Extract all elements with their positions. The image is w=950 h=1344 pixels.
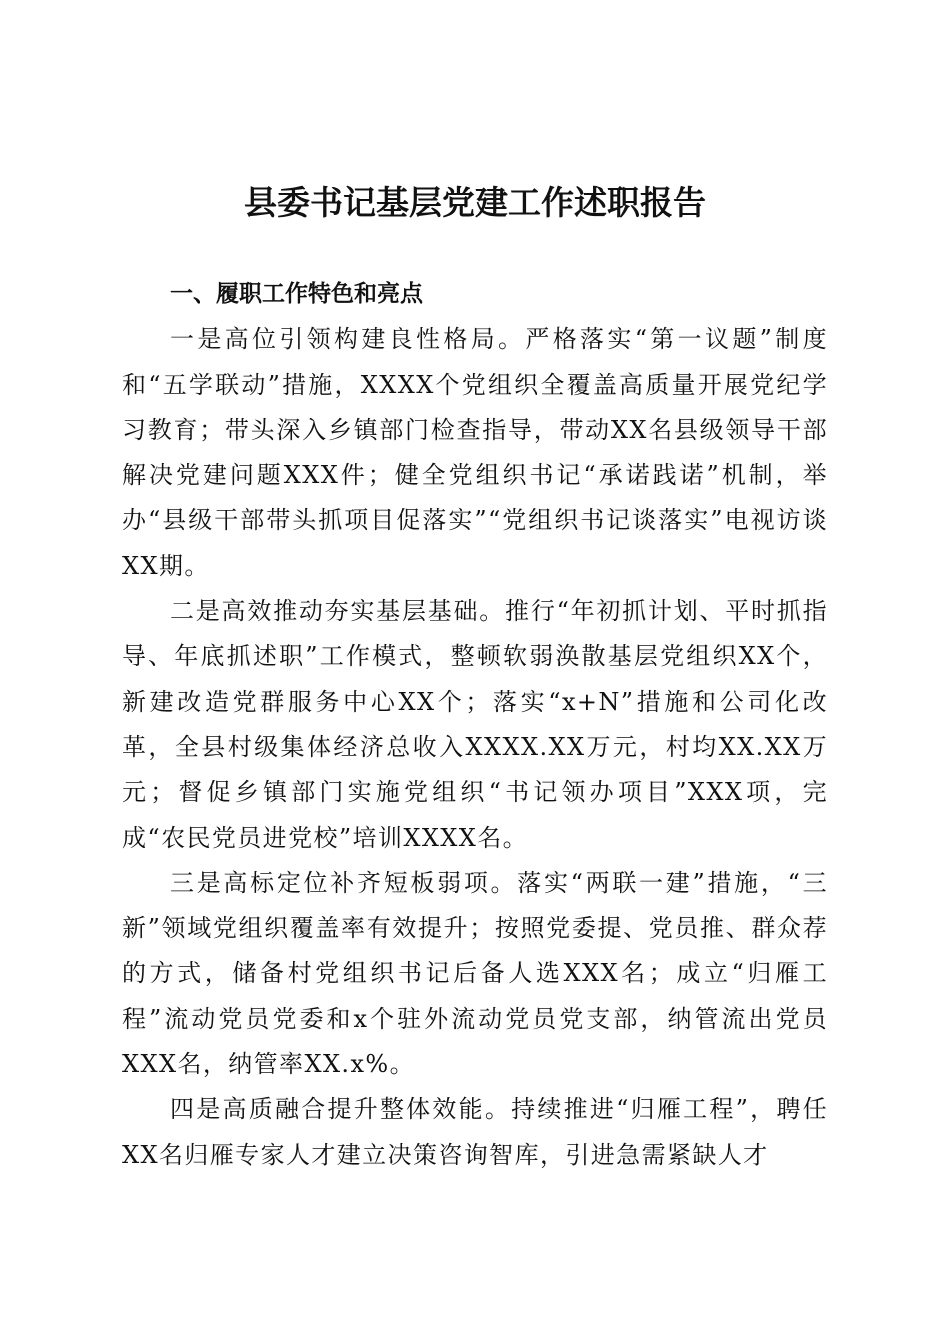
paragraph-1: 一是高位引领构建良性格局。严格落实“第一议题”制度和“五学联动”措施，XXXX个党组织全覆盖高质量开展党纪学习教育；带头深入乡镇部门检查指导，带动XX名县级领导干部解决党建问题XXX件；健全党组织书记“承诺践诺”机制，举办“县级干部带头抓项目促落实”“党组织书记谈落实”电视访谈XX期。 <box>122 325 828 580</box>
document-title: 县委书记基层党建工作述职报告 <box>244 183 706 222</box>
section-heading: 一、履职工作特色和亮点 <box>170 281 423 307</box>
paragraph-2: 二是高效推动夯实基层基础。推行“年初抓计划、平时抓指导、年底抓述职”工作模式，整顿软弱涣散基层党组织XX个，新建改造党群服务中心XX个；落实“x+N”措施和公司化改革，全县村级集体经济总收入XXXX.XX万元，村均XX.XX万元；督促乡镇部门实施党组织“书记领办项目”XXX项，完成“农民党员进党校”培训XXXX名。 <box>122 597 828 852</box>
paragraph-3: 三是高标定位补齐短板弱项。落实“两联一建”措施，“三新”领域党组织覆盖率有效提升；按照党委提、党员推、群众荐的方式，储备村党组织书记后备人选XXX名；成立“归雁工程”流动党员党委和x个驻外流动党员党支部，纳管流出党员XXX名，纳管率XX.x%。 <box>122 868 828 1079</box>
paragraph-4: 四是高质融合提升整体效能。持续推进“归雁工程”，聘任XX名归雁专家人才建立决策咨询智库，引进急需紧缺人才 <box>122 1095 828 1169</box>
document-body <box>122 272 828 1178</box>
